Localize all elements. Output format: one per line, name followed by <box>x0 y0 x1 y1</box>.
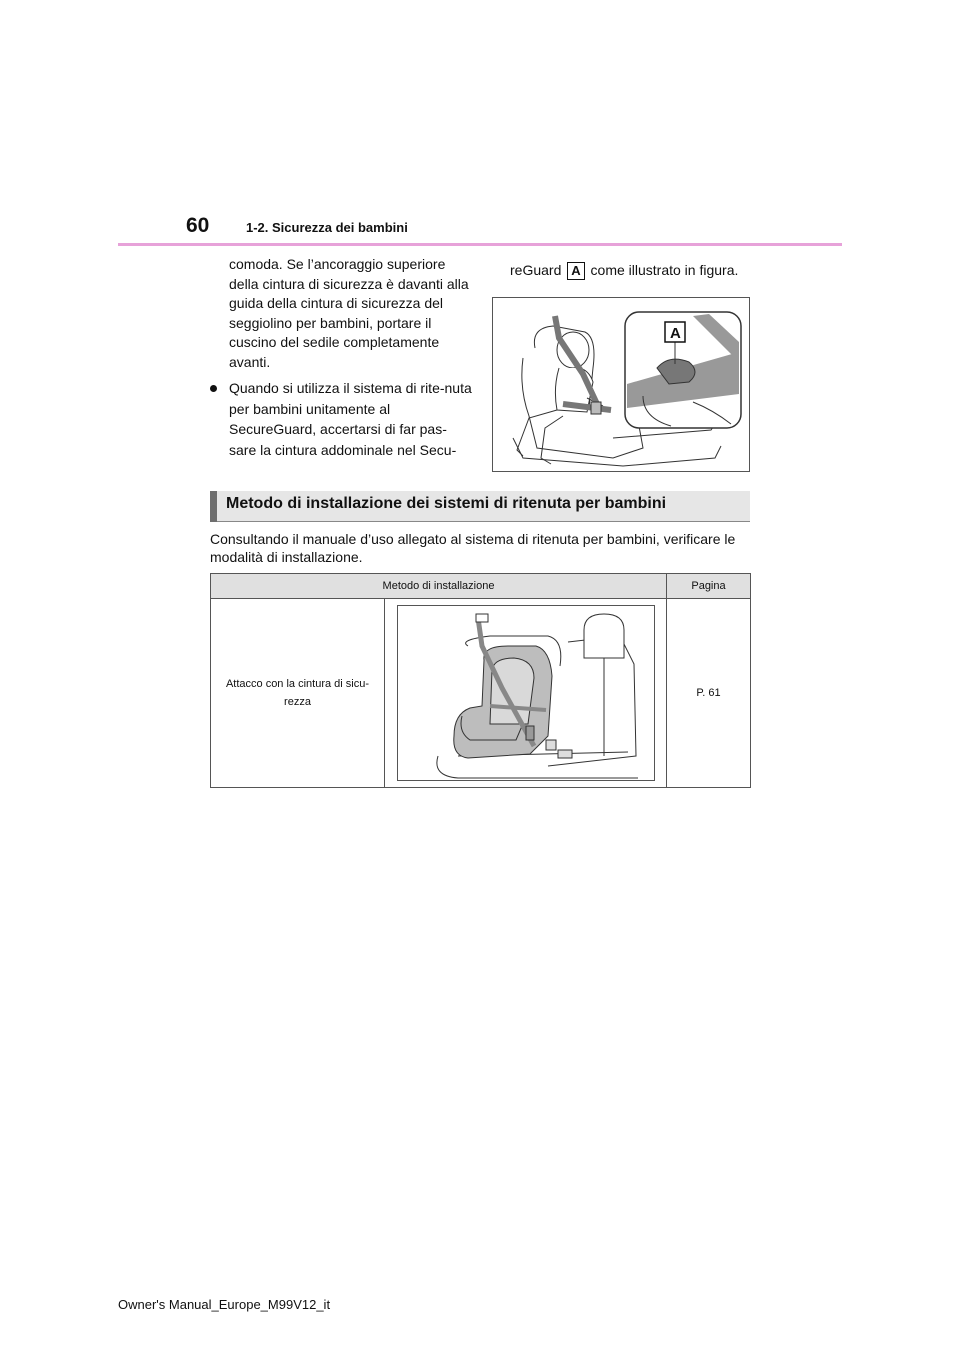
child-seat-seatbelt-illustration <box>398 606 654 780</box>
callout-label: A <box>567 262 584 280</box>
secureguard-text-end: come illustrato in figura. <box>590 262 739 278</box>
installation-method-table <box>210 573 751 788</box>
header-method: Metodo di installazione <box>211 574 667 599</box>
section-title: 1-2. Sicurezza dei bambini <box>246 220 408 235</box>
section-heading <box>210 491 750 522</box>
bullet-item <box>210 378 474 460</box>
child-seat-illustration <box>493 298 749 471</box>
section-heading-text: Metodo di installazione dei sistemi di ritenuta per bambini <box>226 495 667 512</box>
figure-cell <box>385 599 667 788</box>
secureguard-figure <box>492 297 750 472</box>
page-number: 60 <box>186 214 210 237</box>
method-cell: Attacco con la cintura di sicu-rezza <box>211 599 385 788</box>
child-seat-seatbelt-figure <box>397 605 655 781</box>
continued-paragraph: comoda. Se l’ancoraggio superiore della cintura di sicurezza è davanti alla guida della cintura di sicurezza del seggiolino per bambini, portare il cuscino del sedile completamente avanti. <box>229 256 469 370</box>
secureguard-paragraph <box>510 262 738 280</box>
bullet-text: Quando si utilizza il sistema di rite-nuta per bambini unitamente al SecureGuard, accertarsi di far pas-sare la cintura addominale nel Secu- <box>229 380 472 458</box>
secureguard-text-start: reGuard <box>510 262 562 278</box>
bullet-icon <box>210 385 217 392</box>
footer-text: Owner's Manual_Europe_M99V12_it <box>118 1297 331 1312</box>
table-row <box>211 599 751 788</box>
intro-paragraph: Consultando il manuale d’uso allegato al sistema di ritenuta per bambini, verificare le modalità di installazione. <box>210 531 736 565</box>
figure-callout-label: A <box>670 325 681 342</box>
table-header-row <box>211 574 751 599</box>
header-page: Pagina <box>667 574 751 599</box>
header-rule <box>118 243 842 246</box>
page-cell: P. 61 <box>667 599 751 788</box>
heading-accent <box>210 491 217 522</box>
